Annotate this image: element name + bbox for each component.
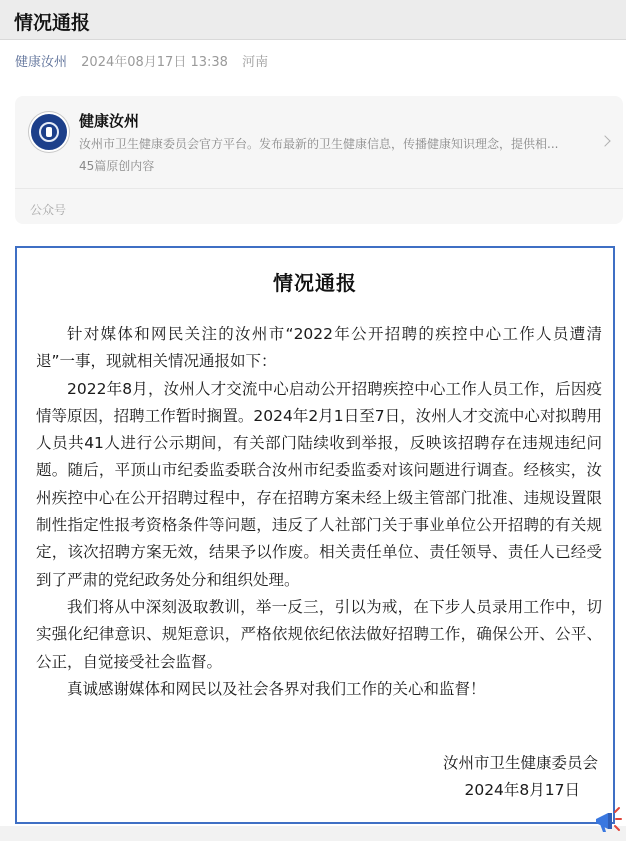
page-title: 情况通报 <box>14 12 91 34</box>
publish-time: 2024年08月17日 13:38 <box>81 55 228 70</box>
title-bar <box>0 0 626 40</box>
original-count: 45篇原创内容 <box>79 159 155 173</box>
notice-paragraph: 我们将从中深刻汲取教训，举一反三，引以为戒，在下步人员录用工作中，切实强化纪律意识、规矩意识，严格依规依纪依法做好招聘工作，确保公开、公平、公正，自觉接受社会监督。 <box>36 597 602 671</box>
chevron-right-icon <box>599 135 610 146</box>
account-type-label: 公众号 <box>30 203 67 217</box>
author-link[interactable]: 健康汝州 <box>15 55 68 70</box>
notice-title: 情况通报 <box>273 271 357 295</box>
article-meta <box>15 51 268 70</box>
notice-paragraph: 真诚感谢媒体和网民以及社会各界对我们工作的关心和监督！ <box>67 679 486 698</box>
publish-region: 河南 <box>242 55 269 70</box>
account-description: 汝州市卫生健康委员会官方平台。发布最新的卫生健康信息，传播健康知识理念，提供相... <box>79 137 559 151</box>
notice-box <box>15 246 615 824</box>
notice-body <box>36 321 602 703</box>
notice-paragraph: 2022年8月，汝州人才交流中心启动公开招聘疾控中心工作人员工作，后因疫情等原因，招聘工作暂时搁置。2024年2月1日至7日，汝州人才交流中心对拟聘用人员共41人进行公示期间，有关部门陆续收到举报，反映该招聘存在违规违纪问题。随后，平顶山市纪委监委联合汝州市纪委监委对该问题进行调查。经核实，汝州疾控中心在公开招聘过程中，存在招聘方案未经上级主管部门批准、违规设置限制性指定性报考资格条件等问题，违反了人社部门关于事业单位公开招聘的有关规定，该次招聘方案无效，结果予以作废。相关责任单位、责任领导、责任人已经受到了严肃的党纪政务处分和组织处理。 <box>36 379 602 589</box>
footer-strip <box>0 826 626 841</box>
account-card[interactable] <box>15 96 623 224</box>
notice-signature-block <box>443 750 598 804</box>
notice-date: 2024年8月17日 <box>464 781 580 799</box>
account-name: 健康汝州 <box>79 112 140 130</box>
notice-signature: 汝州市卫生健康委员会 <box>442 754 598 772</box>
card-divider <box>15 188 623 189</box>
account-logo-icon <box>29 112 69 152</box>
megaphone-icon[interactable] <box>592 802 624 836</box>
notice-paragraph: 针对媒体和网民关注的汝州市“2022年公开招聘的疾控中心工作人员遭清退”一事，现就相关情况通报如下： <box>36 325 602 371</box>
